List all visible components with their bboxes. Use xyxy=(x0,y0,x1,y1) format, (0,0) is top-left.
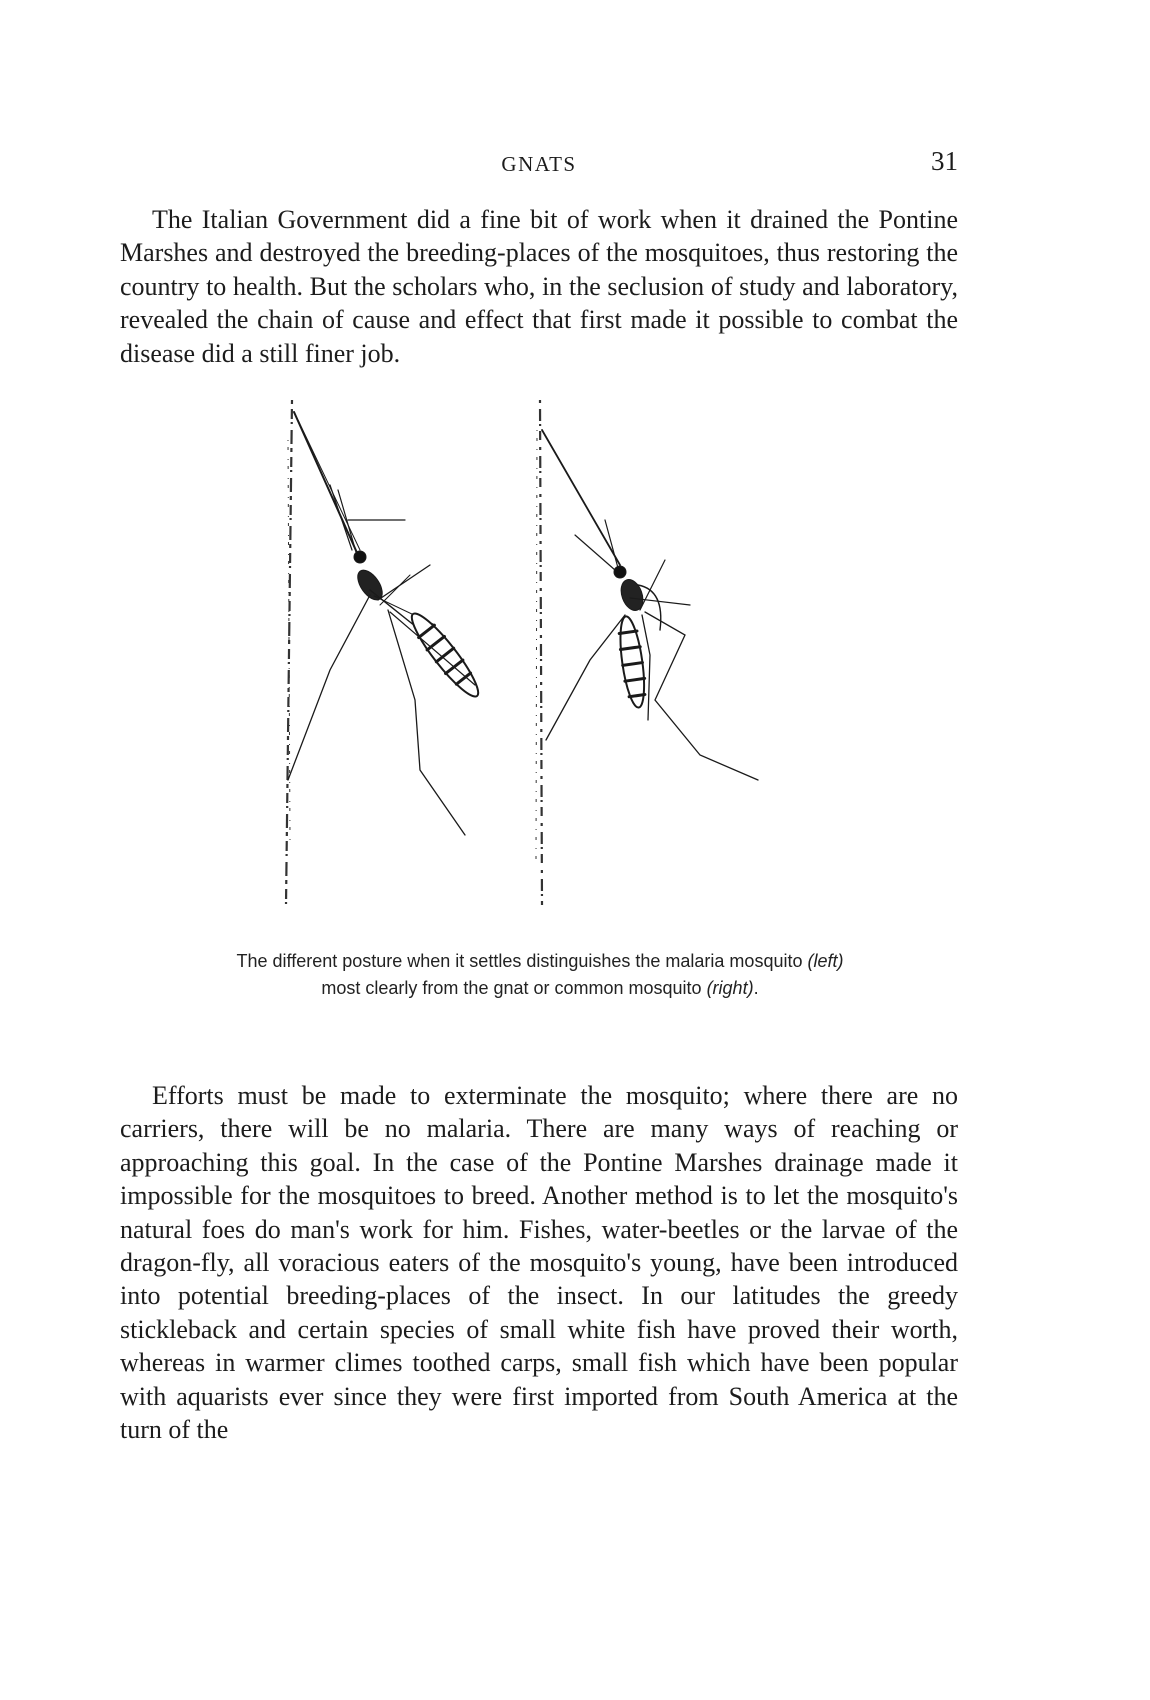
page-number: 31 xyxy=(931,146,958,176)
running-head: GNATS xyxy=(501,152,577,176)
caption-text-1: The different posture when it settles distinguishes the malaria mosquito xyxy=(236,951,808,971)
right-wall-surface xyxy=(536,400,542,905)
body-paragraph-2: Efforts must be made to exterminate the mosquito; where there are no carriers, there will be no malaria. There are many ways of reaching or approaching this goal. In the case of the Pontine Marshes drainage made it impossible for the mosquitoes to breed. Another method is to let the mosquito's natural foes do man's work for him. Fishes, water-beetles or the larvae of the dragon-fly, all voracious eaters of the mosquito's young, have been introduced into potential breeding-places of the insect. In our latitudes the greedy stickleback and certain species of small white fish have proved their worth, whereas in warmer climes toothed carps, small fish which have been popular with aquarists ever since they were first imported from South America at the turn of the xyxy=(120,1081,958,1445)
left-wall-surface xyxy=(286,400,292,905)
mosquito-illustration xyxy=(270,400,850,920)
body-paragraph-1: The Italian Government did a fine bit of work when it drained the Pontine Marshes and destroyed the breeding-places of the mosquitoes, thus restoring the country to health. But the scholars who, in the seclusion of study and laboratory, revealed the chain of cause and effect that first made it possible to combat the disease did a still finer job. xyxy=(120,205,958,368)
caption-right-label: (right) xyxy=(706,978,754,998)
figure-caption xyxy=(225,948,855,1002)
caption-left-label: (left) xyxy=(807,951,844,971)
page-header xyxy=(120,146,958,182)
caption-end: . xyxy=(753,978,759,998)
common-gnat-figure xyxy=(542,430,758,780)
caption-text-2: most clearly from the gnat or common mosquito xyxy=(321,978,707,998)
malaria-mosquito-figure xyxy=(288,412,486,835)
